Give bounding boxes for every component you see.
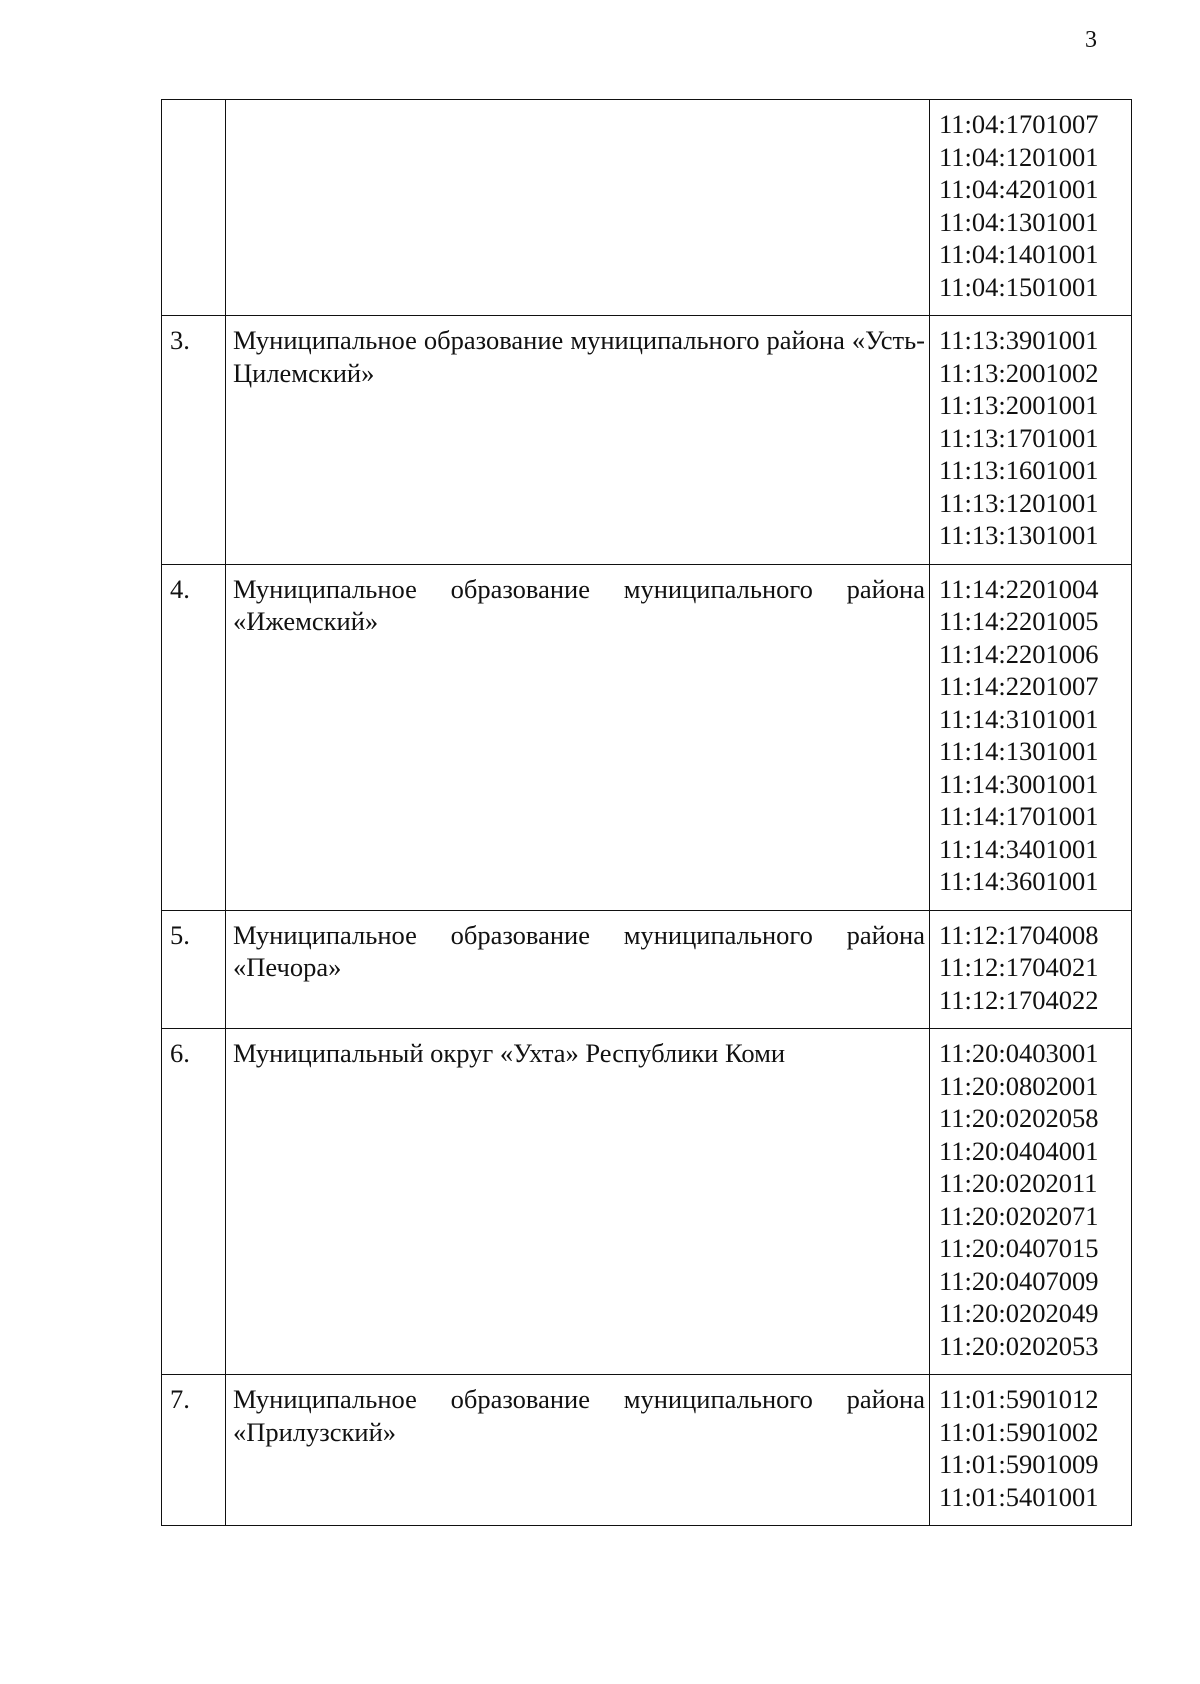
row-number: 3. [162,316,226,565]
cadastral-code: 11:20:0202049 [939,1298,1099,1328]
row-number: 5. [162,910,226,1029]
cadastral-code: 11:14:2201004 [939,573,1099,604]
cadastral-codes [930,564,1132,910]
cadastral-code: 11:20:0202071 [939,1200,1099,1231]
cadastral-codes [930,910,1132,1029]
municipality-name [226,100,930,316]
municipality-name: Муниципальное образование муниципального района «Ижемский» [226,564,930,910]
cadastral-code: 11:12:1704008 [939,919,1099,950]
cadastral-code: 11:13:3901001 [939,325,1099,355]
cadastral-code: 11:12:1704022 [939,984,1099,1015]
cadastral-code: 11:13:2001001 [939,390,1099,420]
cadastral-code: 11:04:1201001 [939,141,1099,172]
table-row [162,316,1132,565]
cadastral-codes [930,316,1132,565]
cadastral-code: 11:14:3001001 [939,768,1099,799]
municipality-codes-table [161,99,1132,1526]
page-number: 3 [1085,27,1097,53]
cadastral-code: 11:20:0202058 [939,1103,1099,1133]
cadastral-code: 11:04:1401001 [939,239,1099,269]
cadastral-codes [930,1029,1132,1375]
row-number: 6. [162,1029,226,1375]
cadastral-codes [930,100,1132,316]
cadastral-code: 11:04:1301001 [939,206,1099,237]
row-number: 4. [162,564,226,910]
cadastral-code: 11:14:2201006 [939,638,1099,669]
row-number [162,100,226,316]
cadastral-code: 11:14:3101001 [939,703,1099,734]
cadastral-code: 11:20:0407015 [939,1233,1099,1263]
cadastral-code: 11:01:5901012 [939,1384,1099,1414]
cadastral-code: 11:14:1301001 [939,736,1099,766]
cadastral-code: 11:13:1601001 [939,455,1099,485]
cadastral-code: 11:14:3601001 [939,866,1099,896]
cadastral-code: 11:01:5401001 [939,1481,1099,1512]
cadastral-code: 11:13:2001002 [939,357,1099,388]
cadastral-code: 11:04:1501001 [939,271,1099,302]
municipality-name: Муниципальный округ «Ухта» Республики Коми [226,1029,930,1375]
cadastral-codes [930,1375,1132,1526]
cadastral-code: 11:14:2201005 [939,606,1099,636]
municipality-name: Муниципальное образование муниципального района «Усть-Цилемский» [226,316,930,565]
row-number: 7. [162,1375,226,1526]
cadastral-code: 11:04:4201001 [939,174,1099,204]
cadastral-code: 11:14:3401001 [939,833,1099,864]
cadastral-code: 11:20:0202011 [939,1168,1098,1198]
cadastral-code: 11:13:1301001 [939,520,1099,550]
cadastral-code: 11:20:0202053 [939,1330,1099,1361]
cadastral-code: 11:20:0802001 [939,1070,1099,1101]
table-row [162,910,1132,1029]
cadastral-code: 11:14:1701001 [939,801,1099,831]
cadastral-code: 11:14:2201007 [939,671,1099,701]
cadastral-code: 11:20:0407009 [939,1265,1099,1296]
table-row [162,564,1132,910]
cadastral-code: 11:20:0404001 [939,1135,1099,1166]
cadastral-code: 11:13:1701001 [939,422,1099,453]
table-row [162,1375,1132,1526]
table-row [162,100,1132,316]
municipality-name: Муниципальное образование муниципального района «Прилузский» [226,1375,930,1526]
cadastral-code: 11:20:0403001 [939,1038,1099,1068]
cadastral-code: 11:13:1201001 [939,487,1099,518]
cadastral-code: 11:01:5901002 [939,1416,1099,1447]
cadastral-code: 11:12:1704021 [939,952,1099,982]
table-row [162,1029,1132,1375]
cadastral-code: 11:01:5901009 [939,1449,1099,1479]
municipality-name: Муниципальное образование муниципального района «Печора» [226,910,930,1029]
cadastral-code: 11:04:1701007 [939,109,1099,139]
